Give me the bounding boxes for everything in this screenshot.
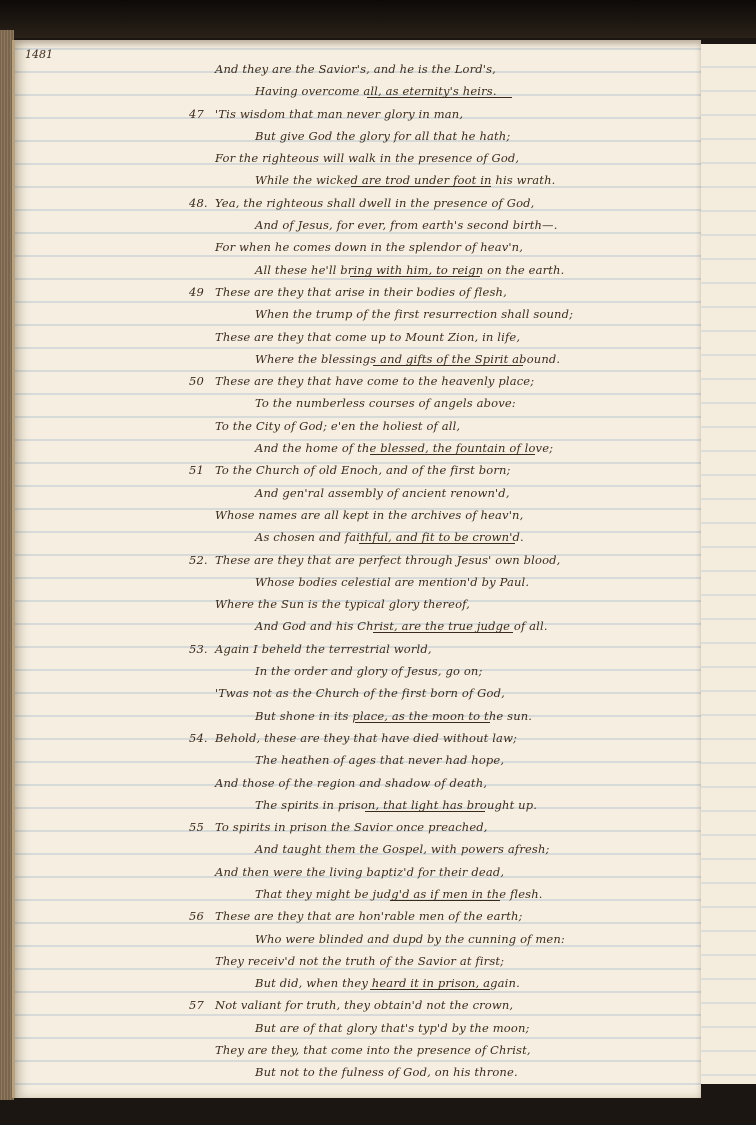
verse-line (15, 459, 701, 481)
verse-line (15, 994, 701, 1016)
verse-text: That they might be judg'd as if men in the flesh. (255, 886, 543, 901)
verse-line (15, 370, 701, 392)
verse-text: Having overcome all, as eternity's heirs. (255, 84, 497, 99)
verse-line (15, 638, 701, 660)
verse-number: 50 (189, 374, 204, 389)
verse-text: When the trump of the first resurrection shall sound; (255, 307, 574, 322)
verse-number: 47 (189, 106, 204, 121)
verse-line (15, 928, 701, 950)
verse-line (15, 58, 701, 80)
verse-number: 56 (189, 909, 204, 924)
verse-line (15, 392, 701, 414)
underline-mark (367, 97, 512, 98)
verse-line (15, 905, 701, 927)
verse-text: Behold, these are they that have died without law; (215, 730, 518, 745)
manuscript-page (12, 40, 701, 1098)
verse-text: Whose bodies celestial are mention'd by Paul. (255, 574, 530, 589)
verse-line (15, 103, 701, 125)
verse-text: As chosen and faithful, and fit to be crown'd. (255, 530, 524, 545)
verse-number: 53. (189, 641, 208, 656)
verse-line (15, 147, 701, 169)
verse-text: But did, when they heard it in prison, again. (255, 976, 520, 991)
underline-mark (355, 722, 490, 723)
verse-text: For when he comes down in the splendor of heav'n, (215, 240, 524, 255)
verse-text: Who were blinded and dupd by the cunning of men: (255, 931, 565, 946)
verse-line (15, 861, 701, 883)
underline-mark (370, 989, 490, 990)
verse-number: 54. (189, 730, 208, 745)
verse-line (15, 816, 701, 838)
underline-mark (370, 454, 535, 455)
verse-line (15, 593, 701, 615)
verse-line (15, 326, 701, 348)
verse-line (15, 236, 701, 258)
verse-line (15, 125, 701, 147)
verse-line (15, 1039, 701, 1061)
verse-text: And they are the Savior's, and he is the Lord's, (215, 62, 496, 76)
verse-number: 48. (189, 195, 208, 210)
verse-line (15, 883, 701, 905)
verse-line (15, 415, 701, 437)
verse-line (15, 1017, 701, 1039)
verse-line (15, 303, 701, 325)
verse-text: 'Twas not as the Church of the first born of God, (215, 686, 505, 701)
verse-line (15, 281, 701, 303)
page-number: 1481 (25, 48, 53, 61)
verse-line (15, 794, 701, 816)
verse-lines (15, 58, 701, 1084)
verse-text: These are they that have come to the heavenly place; (215, 374, 535, 389)
verse-text: These are they that come up to Mount Zion, in life, (215, 329, 521, 344)
verse-text: All these he'll bring with him, to reign on the earth. (255, 262, 565, 277)
verse-line (15, 950, 701, 972)
verse-text: 'Tis wisdom that man never glory in man, (215, 106, 464, 121)
verse-text: Where the Sun is the typical glory thereof, (215, 597, 470, 612)
underline-mark (373, 365, 523, 366)
underline-mark (365, 811, 485, 812)
verse-line (15, 660, 701, 682)
facing-page-edge (696, 44, 756, 1084)
verse-number: 51 (189, 463, 204, 478)
verse-line (15, 838, 701, 860)
verse-text: In the order and glory of Jesus, go on; (255, 664, 483, 679)
verse-line (15, 549, 701, 571)
verse-line (15, 482, 701, 504)
verse-text: These are they that are perfect through Jesus' own blood, (215, 552, 561, 567)
verse-text: Where the blessings and gifts of the Spirit abound. (255, 351, 561, 366)
underline-mark (351, 186, 491, 187)
verse-text: Again I beheld the terrestrial world, (215, 641, 432, 656)
verse-number: 57 (189, 998, 204, 1013)
verse-text: The heathen of ages that never had hope, (255, 753, 505, 768)
verse-text: But not to the fulness of God, on his throne. (255, 1065, 518, 1080)
verse-line (15, 682, 701, 704)
verse-text: The spirits in prison, that light has brought up. (255, 797, 538, 812)
verse-text: But shone in its place, as the moon to the sun. (255, 708, 533, 723)
verse-text: To the numberless courses of angels above: (255, 396, 516, 411)
verse-text: They are they, that come into the presence of Christ, (215, 1043, 531, 1058)
verse-line (15, 772, 701, 794)
verse-text: To the City of God; e'en the holiest of all, (215, 418, 461, 433)
verse-text: Yea, the righteous shall dwell in the presence of God, (215, 195, 535, 210)
book-binding-top (0, 0, 756, 38)
verse-text: To spirits in prison the Savior once preached, (215, 820, 488, 835)
verse-text: They receiv'd not the truth of the Savior at first; (215, 953, 505, 968)
verse-text: And those of the region and shadow of death, (215, 775, 488, 790)
verse-line (15, 504, 701, 526)
verse-text: But are of that glory that's typ'd by the moon; (255, 1020, 530, 1035)
verse-text: While the wicked are trod under foot in his wrath. (255, 173, 556, 188)
underline-mark (390, 900, 500, 901)
verse-line (15, 749, 701, 771)
verse-line (15, 615, 701, 637)
verse-line (15, 705, 701, 727)
verse-line (15, 571, 701, 593)
verse-line (15, 1061, 701, 1083)
verse-line (15, 259, 701, 281)
verse-line (15, 192, 701, 214)
verse-line (15, 727, 701, 749)
verse-text: These are they that are hon'rable men of the earth; (215, 909, 523, 924)
verse-line (15, 214, 701, 236)
verse-text: Not valiant for truth, they obtain'd not the crown, (215, 998, 514, 1013)
verse-number: 52. (189, 552, 208, 567)
verse-text: And the home of the blessed, the fountain of love; (255, 441, 554, 456)
verse-text: But give God the glory for all that he hath; (255, 128, 511, 143)
verse-text: And of Jesus, for ever, from earth's second birth—. (255, 218, 558, 233)
verse-text: And then were the living baptiz'd for their dead, (215, 864, 505, 879)
verse-line (15, 437, 701, 459)
verse-text: And taught them the Gospel, with powers afresh; (255, 842, 550, 857)
verse-text: Whose names are all kept in the archives of heav'n, (215, 507, 524, 522)
verse-text: These are they that arise in their bodies of flesh, (215, 284, 507, 299)
verse-line (15, 169, 701, 191)
verse-text: And gen'ral assembly of ancient renown'd, (255, 485, 510, 500)
verse-text: To the Church of old Enoch, and of the first born; (215, 463, 511, 478)
verse-line (15, 348, 701, 370)
verse-line (15, 972, 701, 994)
verse-number: 49 (189, 284, 204, 299)
verse-text: And God and his Christ, are the true judge of all. (255, 619, 548, 634)
verse-text: For the righteous will walk in the presence of God, (215, 151, 520, 166)
verse-line (15, 526, 701, 548)
verse-line (15, 80, 701, 102)
underline-mark (350, 276, 480, 277)
underline-mark (359, 543, 515, 544)
verse-number: 55 (189, 820, 204, 835)
underline-mark (373, 632, 513, 633)
